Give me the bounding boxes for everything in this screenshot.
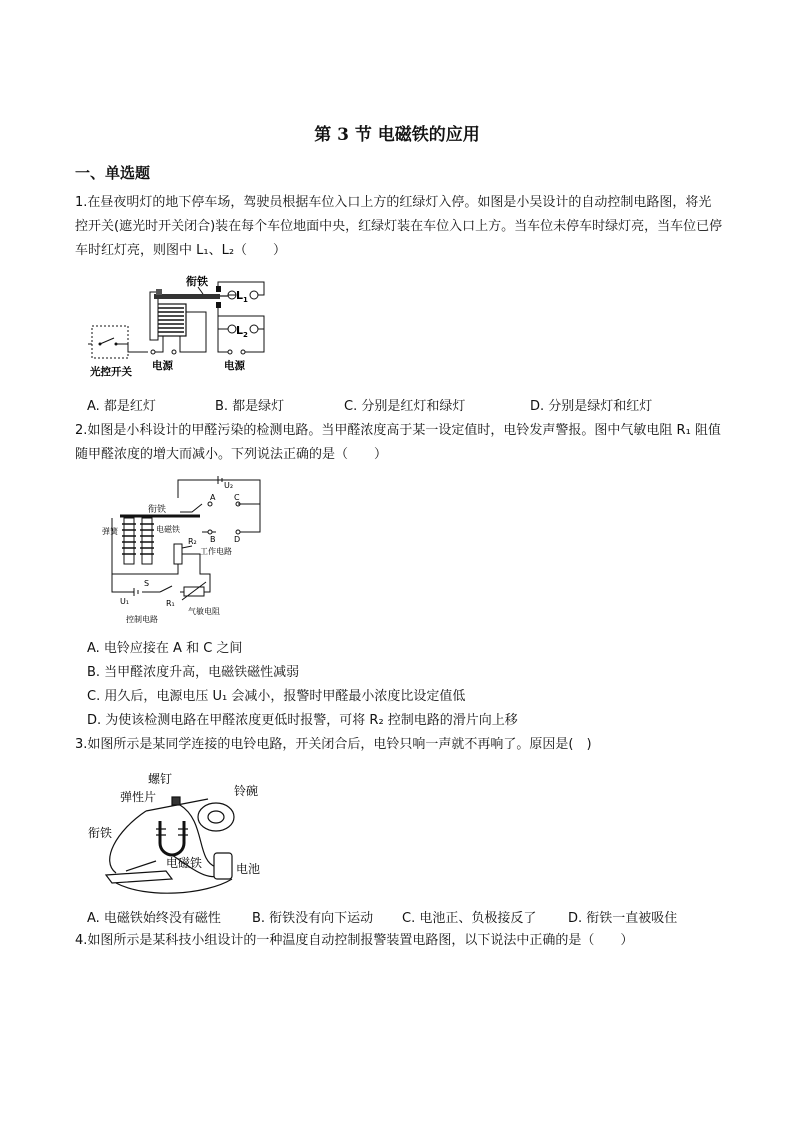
question-1-option-a[interactable]: A. 都是红灯: [87, 399, 156, 414]
electromagnet-label: 电磁铁: [156, 525, 180, 534]
screw-label: 螺钉: [148, 772, 173, 786]
question-3-text: 3.如图所示是某同学连接的电铃电路，开关闭合后，电铃只响一声就不再响了。原因是( ): [75, 737, 592, 752]
contact-b-label: B: [210, 535, 216, 544]
contact-d-label: D: [234, 535, 241, 544]
question-1-option-b[interactable]: B. 都是绿灯: [215, 399, 285, 414]
control-circuit-label: 控制电路: [126, 615, 158, 624]
lamp-l2-label: $L_2$: [236, 324, 248, 339]
work-circuit-label: 工作电路: [200, 547, 232, 556]
spring-plate-label: 弹性片: [120, 790, 157, 804]
power-label-2: 电源: [224, 360, 245, 372]
r1-label: R₁: [166, 599, 175, 608]
gas-resistor-label: 气敏电阻: [188, 607, 220, 616]
question-1-option-c[interactable]: C. 分别是红灯和绿灯: [344, 399, 466, 414]
contact-c-label: C: [234, 493, 240, 502]
question-3-option-a[interactable]: A. 电磁铁始终没有磁性: [87, 911, 221, 926]
question-2-circuit-figure: [100, 474, 280, 626]
question-1-circuit-figure: [88, 272, 278, 384]
battery-label: 电池: [236, 862, 261, 876]
bell-bowl-label: 铃碗: [234, 784, 259, 798]
question-1-text: 1.在昼夜明灯的地下停车场，驾驶员根据车位入口上方的红绿灯入停。如图是小吴设计的自动控制电路图，将光控开关(遮光时开关闭合)装在每个车位地面中央，红绿灯装在车位入口上方。当车位未停车时绿灯亮，当车位已停车时红灯亮，则图中 L₁、L₂（ ）: [75, 195, 723, 258]
light-switch-label: 光控开关: [90, 366, 132, 378]
question-1-option-d[interactable]: D. 分别是绿灯和红灯: [530, 399, 653, 414]
armature-label-3: 衔铁: [88, 826, 113, 840]
question-3-option-c[interactable]: C. 电池正、负极接反了: [402, 911, 537, 926]
u1-label: U₁: [120, 597, 130, 606]
section-heading: 一、单选题: [75, 164, 151, 182]
armature-label-2: 衔铁: [148, 505, 167, 515]
u2-label: U₂: [224, 481, 234, 490]
switch-s-label: S: [144, 579, 150, 588]
contact-a-label: A: [210, 493, 216, 502]
r2-label: R₂: [188, 537, 197, 546]
question-2-text: 2.如图是小科设计的甲醛污染的检测电路。当甲醛浓度高于某一设定值时，电铃发声警报。图中气敏电阻 R₁ 阻值随甲醛浓度的增大而减小。下列说法正确的是（ ）: [75, 423, 721, 462]
question-3-bell-figure: [86, 771, 272, 901]
question-2-option-d[interactable]: D. 为使该检测电路在甲醛浓度更低时报警，可将 R₂ 控制电路的滑片向上移: [87, 713, 518, 728]
question-2-option-a[interactable]: A. 电铃应接在 A 和 C 之间: [87, 641, 243, 656]
lamp-l1-label: $L_1$: [236, 289, 248, 304]
question-4-text: 4.如图所示是某科技小组设计的一种温度自动控制报警装置电路图，以下说法中正确的是（ ）: [75, 933, 634, 948]
question-3-option-b[interactable]: B. 衔铁没有向下运动: [252, 911, 374, 926]
power-label-1: 电源: [152, 360, 173, 372]
question-3-option-d[interactable]: D. 衔铁一直被吸住: [568, 911, 678, 926]
armature-label: 衔铁: [186, 275, 208, 288]
spring-label: 弹簧: [102, 527, 118, 536]
page-title: 第 3 节 电磁铁的应用: [314, 125, 480, 145]
question-2-option-c[interactable]: C. 用久后，电源电压 U₁ 会减小，报警时甲醛最小浓度比设定值低: [87, 689, 466, 704]
question-2-option-b[interactable]: B. 当甲醛浓度升高，电磁铁磁性减弱: [87, 665, 300, 680]
electromagnet-label-3: 电磁铁: [166, 856, 203, 870]
